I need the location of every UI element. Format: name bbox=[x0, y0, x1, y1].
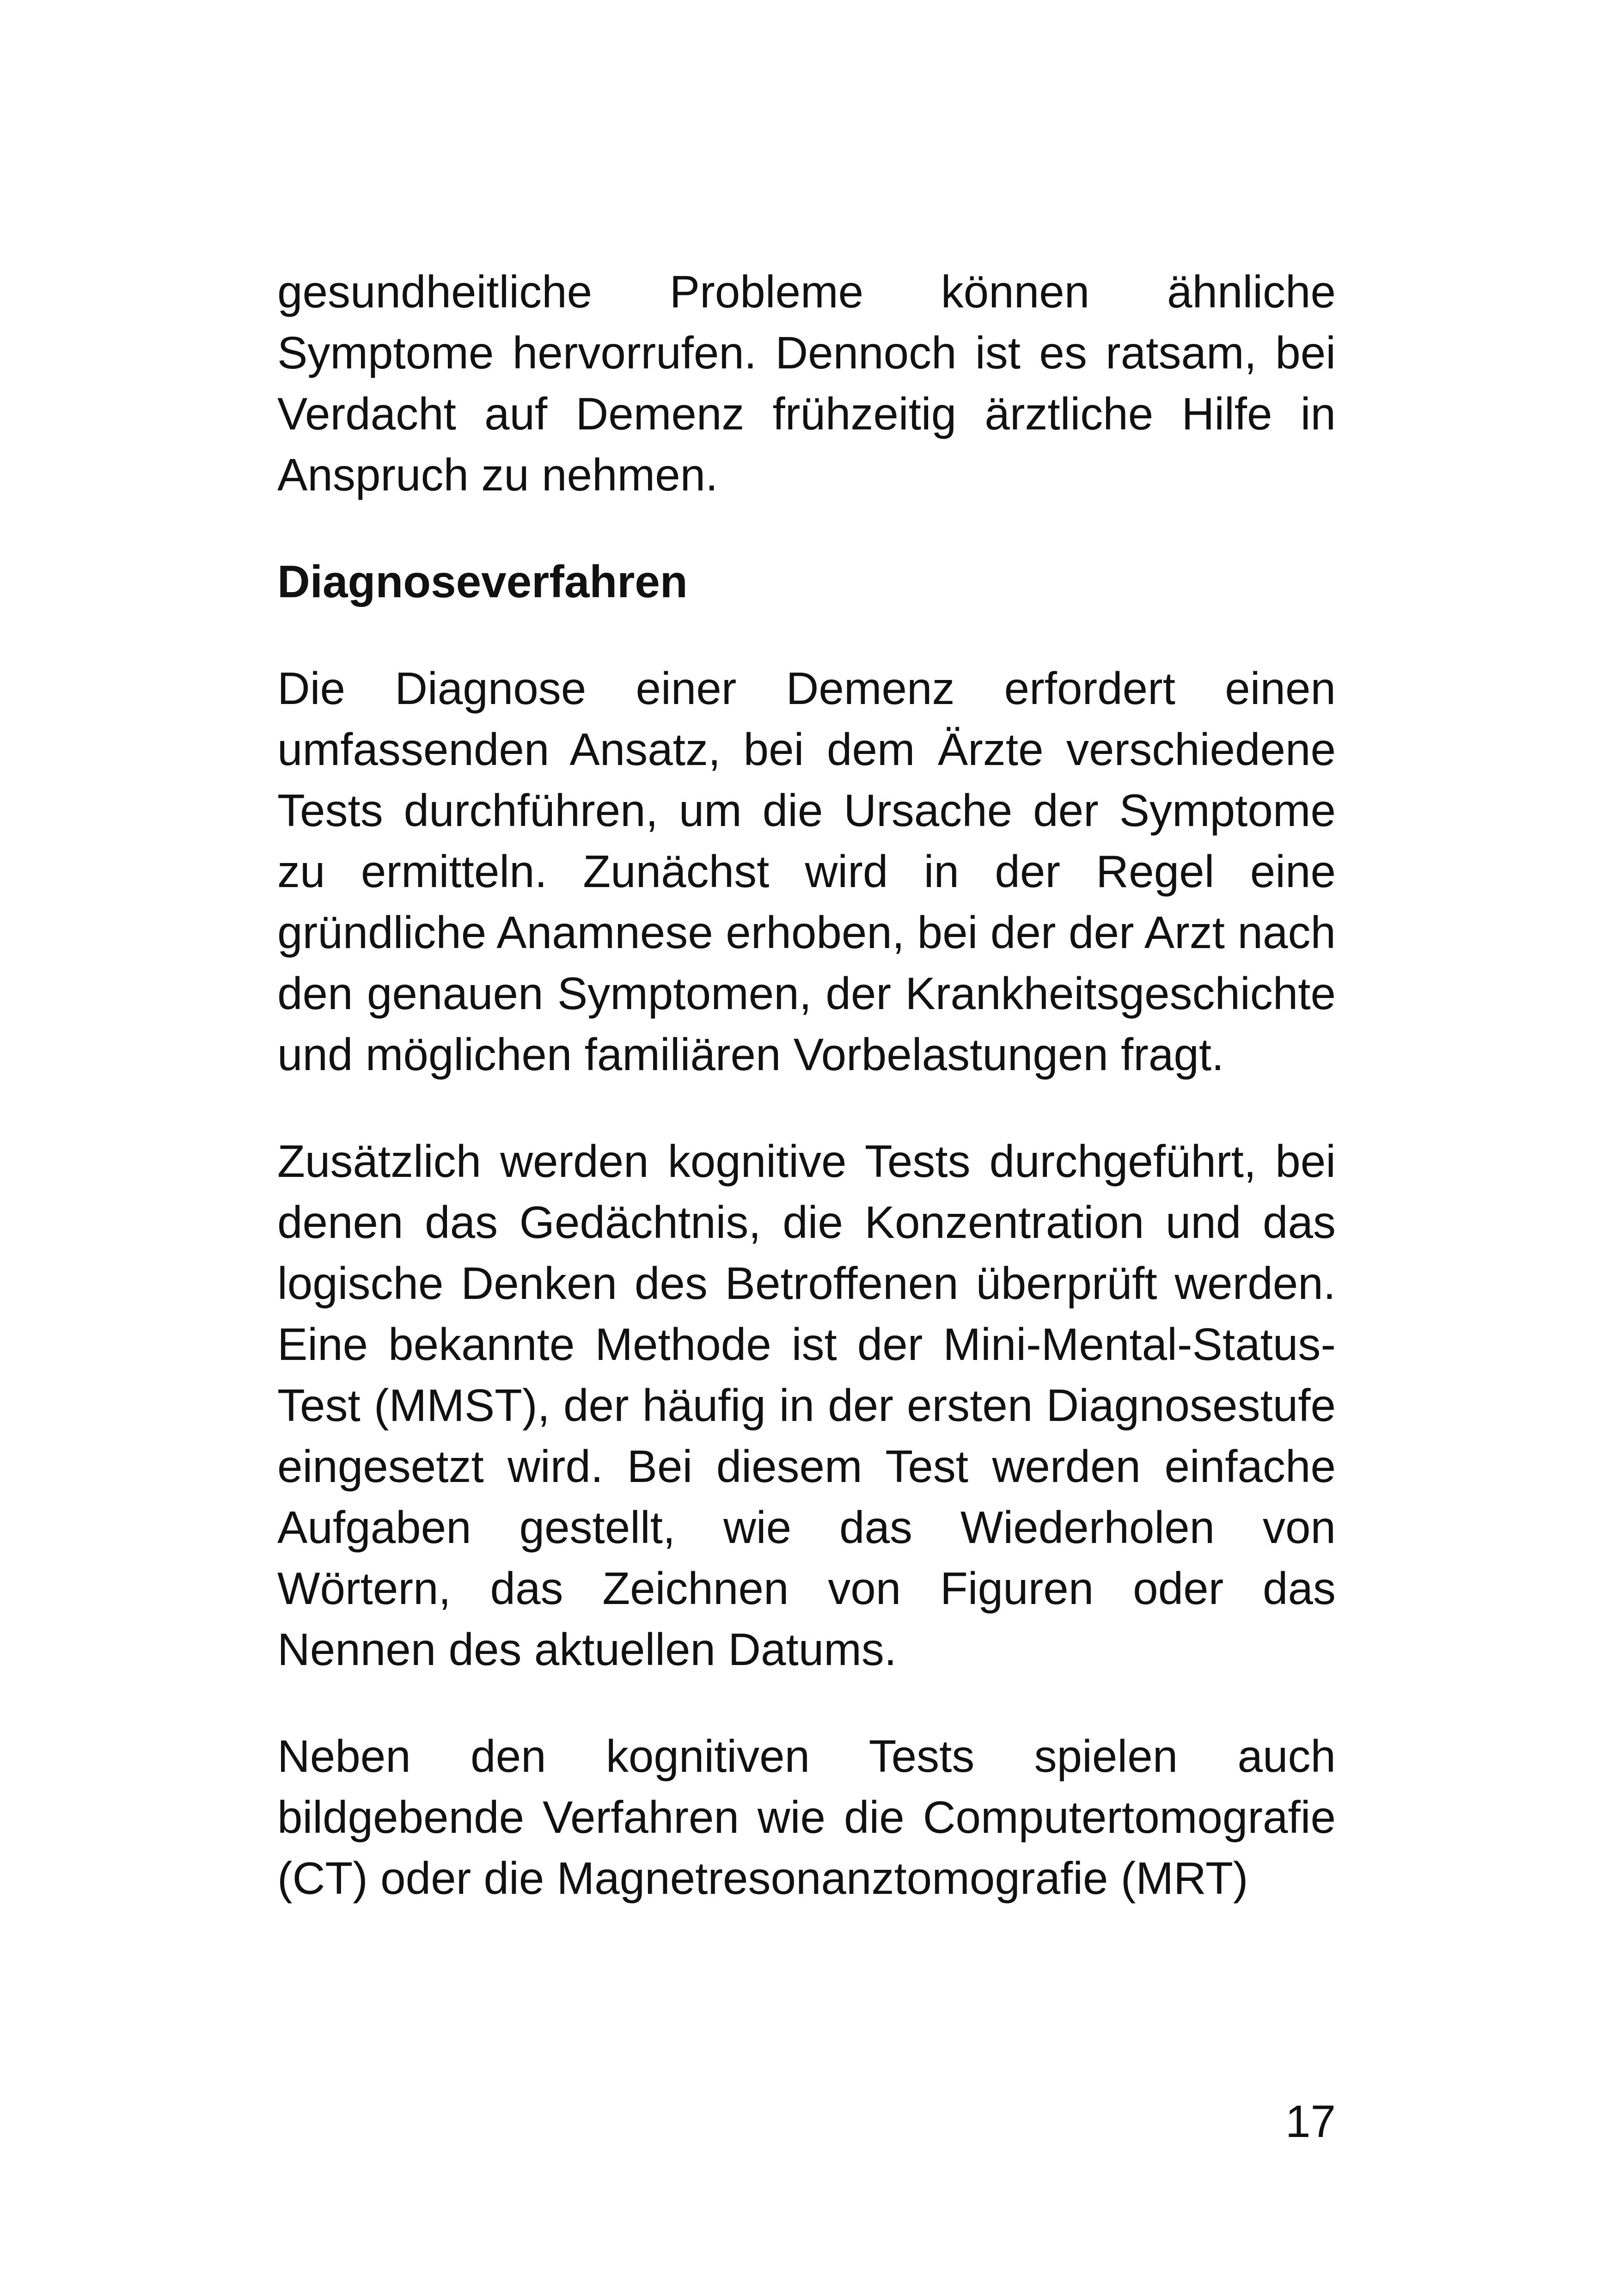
paragraph-diagnosis-approach: Die Diagnose einer Demenz erfordert einen umfassenden Ansatz, bei dem Ärzte verschiedene Tests durchführen, um die Ursache der Symptome zu ermitteln. Zunächst wird in der Regel eine gründliche Anamnese erhoben, bei der der Arzt nach den genauen Symptomen, der Krankheitsgeschichte und möglichen familiären Vorbelastungen fragt. bbox=[277, 663, 1336, 1080]
section-heading: Diagnoseverfahren bbox=[277, 556, 688, 607]
paragraph-intro: gesundheitliche Probleme können ähnliche Symptome hervorrufen. Dennoch ist es ratsam, bei Verdacht auf Demenz frühzeitig ärztliche Hilfe in Anspruch zu nehmen. bbox=[277, 266, 1336, 500]
paragraph-cognitive-tests: Zusätzlich werden kognitive Tests durchgeführt, bei denen das Gedächtnis, die Konzentration und das logische Denken des Betroffenen überprüft werden. Eine bekannte Methode ist der Mini-Mental-Status-Test (MMST), der häufig in der ersten Diagnosestufe eingesetzt wird. Bei diesem Test werden einfache Aufgaben gestellt, wie das Wiederholen von Wörtern, das Zeichnen von Figuren oder das Nennen des aktuellen Datums. bbox=[277, 1136, 1336, 1675]
text-column bbox=[277, 261, 1336, 1954]
page-number: 17 bbox=[1285, 2096, 1336, 2147]
paragraph-imaging: Neben den kognitiven Tests spielen auch bildgebende Verfahren wie die Computertomografie (CT) oder die Magnetresonanztomografie (MRT) bbox=[277, 1731, 1336, 1904]
